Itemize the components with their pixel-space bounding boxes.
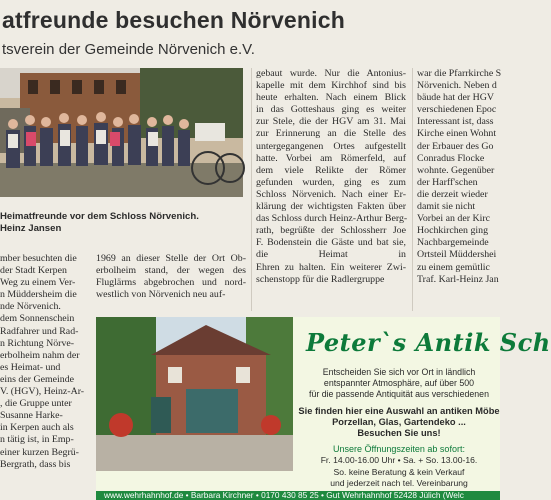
text-line: n Richtung Nörve- (0, 337, 75, 349)
text-line: nde Nörvenich. (0, 301, 61, 313)
antique-shop-advertisement (96, 317, 551, 500)
text-line: erbolheim nahm der (0, 349, 80, 361)
text-line: das Schloss durch Heinz-Arthur Berg- (256, 213, 408, 225)
text-line: untergegangenen Ortes aufgestellt (256, 140, 406, 152)
text-line: Susanne Harke- (0, 410, 63, 422)
text-line: Nörvenich. Neben d (417, 80, 497, 92)
ad-highlight-line: Besuchen Sie uns! (357, 428, 441, 438)
text-line: zur Erinnerung an die Stelle des (256, 128, 406, 140)
text-line: Conradus Flocke (417, 152, 485, 164)
text-line: Ehren zu halten. Ein weiterer Zwi- (256, 261, 406, 273)
text-line: zur Stele, die der HGV am 31. Mai (256, 116, 406, 128)
text-line: klärung der wichtigsten Fakten über (256, 201, 406, 213)
text-line: gefunden wurden, ging es zum (256, 176, 406, 188)
text-line: die derzeit wieder (417, 188, 488, 200)
text-line: bäude hat der HGV (417, 92, 495, 104)
text-line: eins der Gemeinde (0, 373, 75, 385)
text-line: Ortsteil Müddershei (417, 249, 497, 261)
ad-highlight-line: Sie finden hier eine Auswahl an antiken Möbe (298, 406, 500, 416)
text-line: mber besuchten die (0, 253, 77, 264)
text-line: Bergrath, dass bis (0, 458, 71, 470)
shop-name: Peter`s Antik Sch (306, 328, 551, 357)
text-line: schenstopp für die Radlergruppe (256, 273, 385, 285)
ad-note: So. keine Beratung & kein Verkauf (333, 467, 465, 477)
text-line: erbolheim stand, der wegen des (96, 265, 246, 277)
ad-highlight-line: Porzellan, Glas, Gartendeko ... (332, 417, 466, 427)
article-column-1b (96, 253, 246, 301)
article-subheading: tsverein der Gemeinde Nörvenich e.V. (2, 41, 255, 58)
text-line: hatte. Vorbei am Römerfeld, auf (256, 152, 406, 164)
ad-contact-bar: www.wehrhahnhof.de • Barbara Kirchner • 0170 430 85 25 • Gut Wehrhahnhof 52428 Jülich (Welc (96, 491, 500, 500)
text-line: dem Sonnenschein (0, 313, 75, 325)
text-line: gebaut wurde. Nur die Antonius- (256, 68, 406, 79)
text-line: der Stadt Kerpen (0, 265, 67, 277)
text-line: heute erhalten. Nach einem Blick (256, 92, 406, 104)
text-line: zu einem gemütlic (417, 261, 490, 273)
text-line: V. (HGV), Heinz-Ar- (0, 386, 85, 398)
text-line: Radfahrer und Rad- (0, 325, 79, 337)
text-line: war die Pfarrkirche S (417, 68, 502, 79)
text-line: 1969 an dieser Stelle der Ort Ob- (96, 253, 246, 264)
text-line: Schloss Nörvenich. Nach einer Er- (256, 188, 406, 200)
text-line: Interessant ist, dass (417, 116, 494, 128)
ad-text-line: Entscheiden Sie sich vor Ort in ländlich (322, 367, 476, 377)
article-column-2 (256, 68, 406, 318)
text-line: n Müddersheim die (0, 289, 77, 301)
text-line: damit sie nicht (417, 201, 476, 213)
photo-caption (0, 211, 245, 235)
text-line: die Heimat in (256, 249, 406, 261)
text-line: F. Bodenstein die Gäste und bat sie, (256, 237, 406, 249)
text-line: Traf. Karl-Heinz Jan (417, 273, 499, 285)
text-line: , die Gruppe unter (0, 398, 72, 410)
farmhouse-photo (96, 317, 293, 471)
text-line: in Kerpen auch als (0, 422, 74, 434)
text-line: es Heimat- und (0, 361, 61, 373)
text-line: n tätig ist, in Emp- (0, 434, 74, 446)
ad-text-line: für die passende Antiquität aus verschiedenen (309, 389, 489, 399)
column-divider (251, 68, 252, 311)
text-line: Vorbei an der Kirc (417, 213, 491, 225)
text-line: dem viele Relikte der Römer (256, 164, 406, 176)
text-line: Hochkirchen ging (417, 225, 489, 237)
caption-line: Heimatfreunde vor dem Schloss Nörvenich. (0, 211, 199, 222)
group-photo (0, 68, 243, 197)
text-line: einer kurzen Begrü- (0, 446, 79, 458)
text-line: wohnte. Gegenüber (417, 164, 495, 176)
text-line: der Harff'schen (417, 176, 478, 188)
opening-hours-heading: Unsere Öffnungszeiten ab sofort: (333, 444, 465, 454)
text-line: verschiedenen Epoc (417, 104, 497, 116)
article-headline: atfreunde besuchen Nörvenich (2, 7, 346, 33)
text-line: Kirche einen Wohnt (417, 128, 497, 140)
text-line: der Erbauer des Go (417, 140, 494, 152)
column-divider (412, 68, 413, 311)
text-line: Weg zu einem Ver- (0, 277, 76, 289)
text-line: Fluglärms abgebrochen und nord- (96, 277, 246, 289)
article-column-3 (417, 68, 500, 318)
text-line: westlich von Nörvenich neu auf- (96, 289, 226, 301)
text-line: kapelle mit dem Kirchhof sind bis (256, 80, 406, 92)
ad-note: und jederzeit nach tel. Vereinbarung (330, 478, 468, 488)
text-line: in das Gotteshaus ging es weiter (256, 104, 406, 116)
opening-hours: Fr. 14.00-16.00 Uhr • Sa. + So. 13.00-16. (320, 455, 478, 465)
caption-credit: Heinz Jansen (0, 223, 62, 234)
ad-text-line: entspannter Atmosphäre, auf über 500 (323, 378, 475, 388)
article-column-1 (0, 253, 92, 500)
text-line: rath, begrüßte der Schlossherr Joe (256, 225, 406, 237)
text-line: Nachbargemeinde (417, 237, 489, 249)
